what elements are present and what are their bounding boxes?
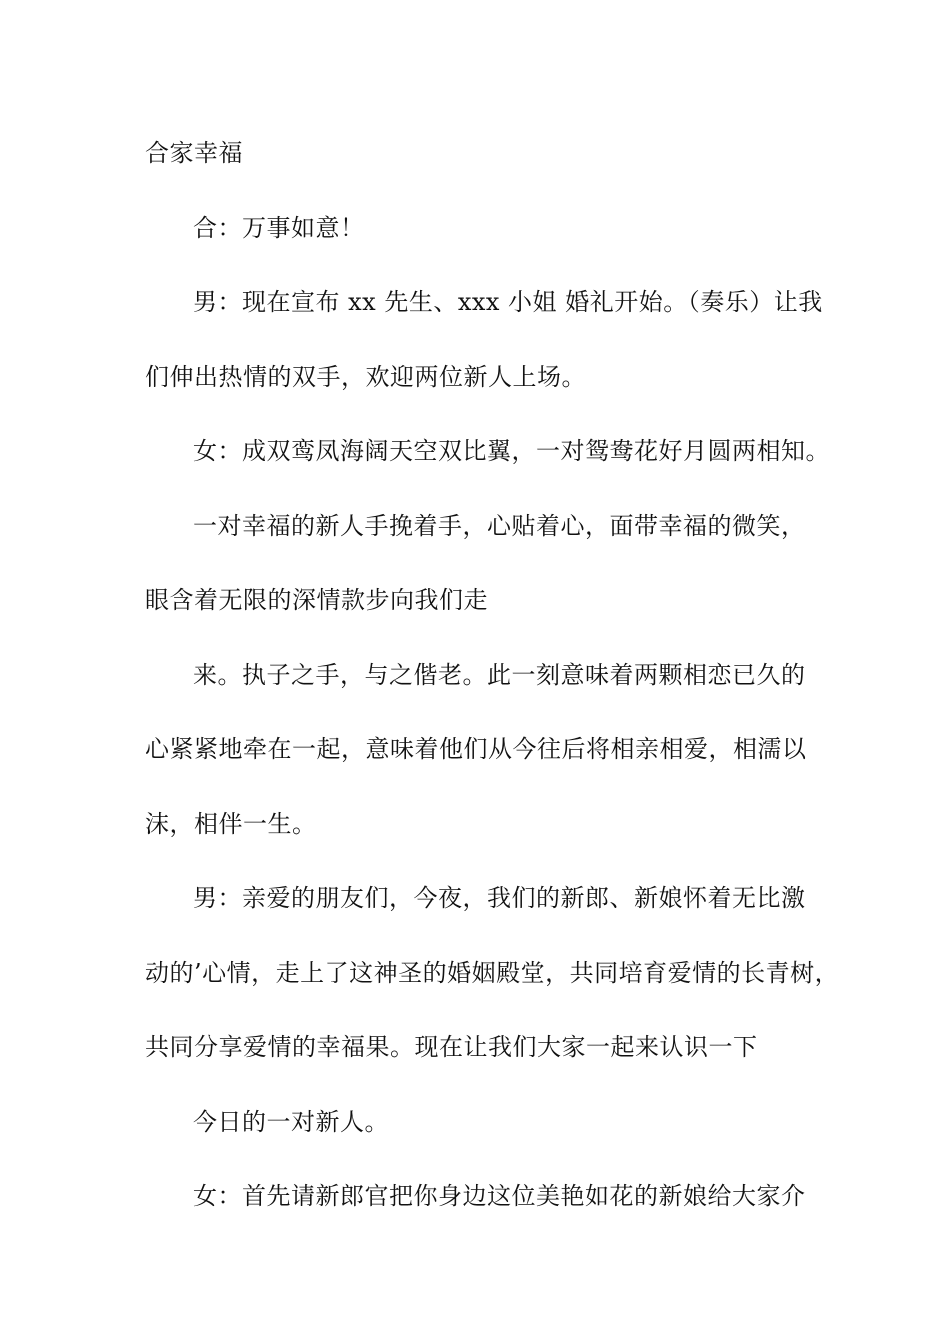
text-line: 女：首先请新郎官把你身边这位美艳如花的新娘给大家介 (193, 1182, 806, 1210)
text-line: 一对幸福的新人手挽着手，心贴着心，面带幸福的微笑， (193, 512, 806, 540)
text-line: 今日的一对新人。 (193, 1108, 389, 1136)
text-line: 合家幸福 (145, 139, 243, 167)
text-line: 共同分享爱情的幸福果。现在让我们大家一起来认识一下 (145, 1033, 758, 1061)
text-line: 男：现在宣布 xx 先生、xxx 小姐 婚礼开始。（奏乐）让我 (193, 288, 823, 316)
text-line: 心紧紧地牵在一起，意味着他们从今往后将相亲相爱，相濡以 (145, 735, 807, 763)
text-line: 们伸出热情的双手，欢迎两位新人上场。 (145, 363, 586, 391)
text-line: 男：亲爱的朋友们，今夜，我们的新郎、新娘怀着无比激 (193, 884, 806, 912)
text-line: 动的’心情，走上了这神圣的婚姻殿堂，共同培育爱情的长青树， (145, 959, 840, 987)
text-line: 沫，相伴一生。 (145, 810, 317, 838)
text-line: 眼含着无限的深情款步向我们走 (145, 586, 488, 614)
text-line: 合：万事如意！ (193, 214, 365, 242)
text-line: 来。执子之手，与之偕老。此一刻意味着两颗相恋已久的 (193, 661, 806, 689)
text-line: 女：成双鸾凤海阔天空双比翼，一对鸳鸯花好月圆两相知。 (193, 437, 830, 465)
